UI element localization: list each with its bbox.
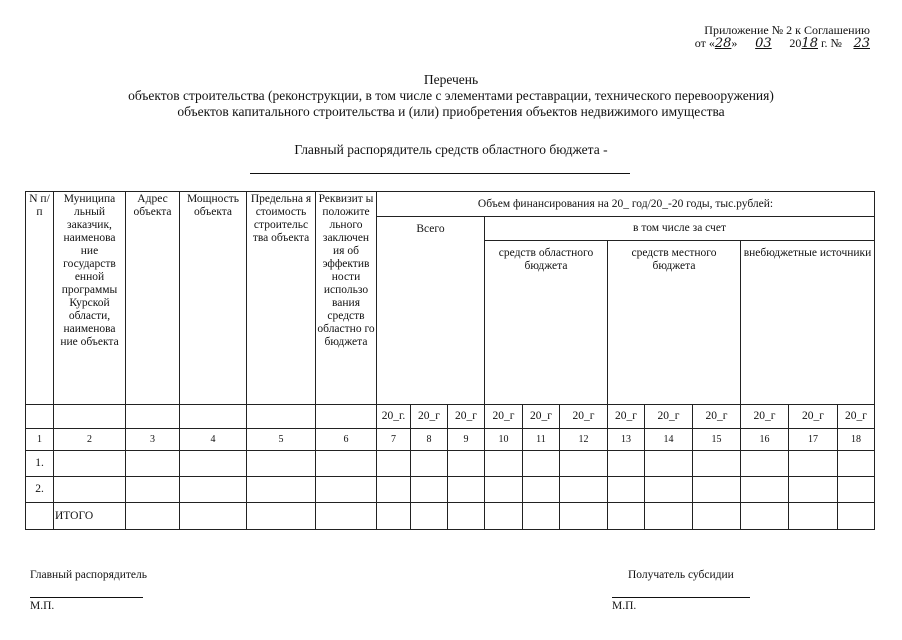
column-number: 13 (608, 429, 645, 451)
year-cell: 20_г (448, 405, 485, 429)
title-line-3: объектов капитального строительства и (или) приобретения объектов недвижимого имущества (177, 104, 725, 119)
title-line-1: Перечень (423, 72, 479, 87)
year-cell: 20_г (411, 405, 448, 429)
header-extra: внебюджетные источники (741, 241, 875, 405)
document-title (0, 72, 902, 120)
year-cell: 20_г (645, 405, 693, 429)
column-number: 12 (560, 429, 608, 451)
year-cell: 20_г. (377, 405, 411, 429)
date-year: 18 (801, 36, 818, 51)
left-signature-line (30, 597, 143, 598)
header-financing: Объем финансирования на 20_ год/20_-20 годы, тыс.рублей: (377, 192, 875, 217)
year-cell: 20_г (608, 405, 645, 429)
right-stamp-label: М.П. (612, 600, 637, 612)
appendix-header (695, 24, 870, 50)
column-number: 17 (789, 429, 838, 451)
year-cell: 20_г (523, 405, 560, 429)
header-total: Всего (377, 217, 485, 405)
column-number: 15 (693, 429, 741, 451)
header-address: Адрес объекта (126, 192, 180, 405)
column-number: 10 (485, 429, 523, 451)
agreement-number: 23 (853, 36, 870, 51)
header-requisites: Реквизит ы положите льного заключен ия об эффектив ности использо вания средств областно го бюджета (316, 192, 377, 405)
header-regional: средств областного бюджета (485, 241, 608, 405)
column-number: 14 (645, 429, 693, 451)
total-row-label: ИТОГО (54, 503, 126, 530)
left-stamp-label: М.П. (30, 600, 55, 612)
appendix-label: Приложение № 2 к Соглашению (704, 23, 870, 37)
column-number: 4 (180, 429, 247, 451)
column-number: 6 (316, 429, 377, 451)
table-row (26, 451, 875, 477)
row-number: 1. (26, 451, 54, 477)
title-line-2: объектов строительства (реконструкции, в том числе с элементами реставрации, технического перевооружения) (128, 88, 774, 103)
header-cost: Предельна я стоимость строительс тва объекта (247, 192, 316, 405)
column-number: 1 (26, 429, 54, 451)
left-signature-label: Главный распорядитель (30, 569, 147, 581)
column-number: 11 (523, 429, 560, 451)
column-number: 5 (247, 429, 316, 451)
agreement-date: от «28» 03 2018 г. № 23 (694, 36, 870, 51)
right-signature-line (612, 597, 750, 598)
column-numbers-row (26, 429, 875, 451)
year-cell: 20_г (560, 405, 608, 429)
date-day: 28 (714, 36, 732, 51)
column-number: 7 (377, 429, 411, 451)
header-capacity: Мощность объекта (180, 192, 247, 405)
column-number: 18 (838, 429, 875, 451)
column-number: 2 (54, 429, 126, 451)
total-row (26, 503, 875, 530)
header-num: N п/п (26, 192, 54, 405)
subtitle-underline (250, 173, 630, 174)
column-number: 3 (126, 429, 180, 451)
year-cell: 20_г (485, 405, 523, 429)
objects-table (25, 191, 875, 530)
table-row (26, 477, 875, 503)
column-number: 8 (411, 429, 448, 451)
right-signature-label: Получатель субсидии (628, 569, 734, 581)
row-number: 2. (26, 477, 54, 503)
year-cell: 20_г (789, 405, 838, 429)
date-month: 03 (755, 36, 772, 51)
year-cell: 20_г (838, 405, 875, 429)
header-including: в том числе за счет (485, 217, 875, 241)
year-cell: 20_г (741, 405, 789, 429)
column-number: 16 (741, 429, 789, 451)
header-customer: Муниципа льный заказчик, наименова ние государств енной программы Курской области, наименова ние объекта (54, 192, 126, 405)
document-subtitle: Главный распорядитель средств областного бюджета - (294, 142, 608, 157)
year-cell: 20_г (693, 405, 741, 429)
column-number: 9 (448, 429, 485, 451)
header-local: средств местного бюджета (608, 241, 741, 405)
